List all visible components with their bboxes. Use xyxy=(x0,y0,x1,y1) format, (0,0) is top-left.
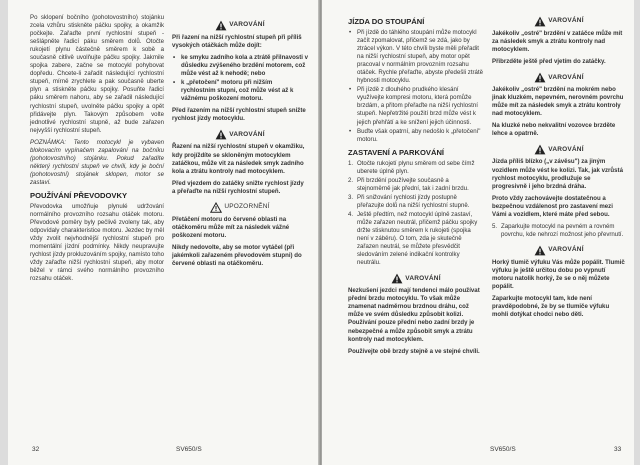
warning-label: VAROVÁNÍ xyxy=(405,274,441,282)
list-item: • Buďte však opatrní, aby nedošlo k „přetočení" motoru. xyxy=(349,127,481,143)
warning-header xyxy=(492,16,626,27)
caution-label: UPOZORNĚNÍ xyxy=(224,203,270,211)
warning-label: VAROVÁNÍ xyxy=(548,145,584,153)
warning-label: VAROVÁNÍ xyxy=(548,246,584,254)
left-page xyxy=(8,0,320,465)
sidestand-note: POZNÁMKA: Tento motocykl je vybaven blokovacím vypínačem zapalování na bočníku (pohotovostního) stojánku. Pokud zařadíte některý rychlostní stupeň ve chvíli, kdy je boční (pohotovostní) stojánek sklopen, motor se zastaví. xyxy=(30,138,164,186)
redline-caution-advice: Nikdy nedovolte, aby se motor vytáčel (při jakémkoli zařazeném převodovém stupni) do červené oblasti na otáčkoměru. xyxy=(172,243,302,267)
page-number-right: 33 xyxy=(614,446,622,453)
warning-header xyxy=(492,144,626,155)
caution-triangle-icon xyxy=(210,202,222,213)
warning-triangle-icon xyxy=(215,20,227,31)
redline-caution-text: Přetáčení motoru do červené oblasti na otáčkoměru může mít za následek vážné poškození motoru. xyxy=(172,215,290,239)
list-item: 5. Zaparkujte motocykl na pevném a rovném povrchu, kde nehrozí možnost jeho převrnutí. xyxy=(492,222,624,238)
wet-surface-warning-text: Jakékoliv „ostré" brzdění na mokrém nebo jinak kluzkém, nepevném, nerovném povrchu může mít za následek smyk a ztrátu kontroly nad motocyklem. xyxy=(492,86,624,118)
warning-label: VAROVÁNÍ xyxy=(548,17,584,25)
gearbox-paragraph: Převodovka umožňuje plynulé udržování normálního provozního rozsahu otáček motoru. Převodové poměry byly pečlivě zvoleny tak, aby odpovídaly charakteristice motoru. Jezdec by měl vždy zvolit nejvhodnější rychlostní stupeň pro momentální jízdní podmínky. Nikdy neupravujte rychlost jízdy prokluzováním spojky, namísto toho vždy zařaďte nižší rychlostní stupeň, aby motor běžel v rámci svého normálního provozního rozsahu otáček. xyxy=(30,202,164,283)
warning-triangle-icon xyxy=(391,273,403,284)
riding-intro-paragraph: Po sklopení bočního (pohotovostního) stojánku zcela vzhůru stiskněte páčku spojky, a okamžik počkejte. Zařaďte první rychlostní stupeň - sešlápněte řadicí páku směrem dolů. Otočte rukojetí plynu částečně směrem k sobě a současně citlivě uvolňujte páčku spojky. Jakmile spojka zabere, začne se motocykl pohybovat dopředu. Chcete-li zařadit následující rychlostní stupeň, mírně zrychlete a pak současně uberte plyn a stiskněte páčku spojky. Posuňte řadicí páku směrem nahoru, aby se zařadil následující rychlostní stupeň, uvolněte páčku spojky a opět přidávejte plyn. Takovým způsobem volte jednotlivé rychlostní stupně, až bude zařazen nejvyšší rychlostní stupeň. xyxy=(30,14,164,134)
right-page xyxy=(322,0,634,465)
list-item: 3. Při snižování rychlosti jízdy postupně přeřazujte dolů na nižší rychlostní stupně. xyxy=(348,193,470,209)
front-brake-warning-advice: Používejte obě brzdy stejně a ve stejné chvíli. xyxy=(348,347,480,355)
right-column-1 xyxy=(348,14,484,360)
hot-muffler-warning-advice: Zaparkujte motocykl tam, kde není pravděpodobné, že by se tlumiče výfuku mohli dotýkat chodci nebo děti. xyxy=(492,295,610,319)
list-item: • Při jízdě z dlouhého prudkého klesání využívejte kompresi motoru, která pomůže brzdám, a přitom přeřaďte na nižší rychlostní stupeň. Nepřetržité použití brzd může vést k jejich přehřátí a ke snížení jejich účinnosti. xyxy=(349,86,478,126)
uphill-heading: JÍZDA DO STOUPÁNÍ xyxy=(348,17,425,26)
gearbox-heading: POUŽÍVÁNÍ PŘEVODOVKY xyxy=(30,190,128,200)
curve-braking-warning-text: Jakékoliv „ostré" brzdění v zatáčce může mít za následek smyk a ztrátu kontroly nad motocyklem. xyxy=(492,30,623,54)
following-distance-warning-advice: Proto vždy zachovávejte dostatečnou a bezpečnou vzdálenost pro zastavení mezi Vámi a vozidlem, které máte před sebou. xyxy=(492,194,613,218)
warning-triangle-icon xyxy=(534,245,546,256)
cornering-warning-text: Řazení na nižší rychlostní stupeň v okamžiku, kdy projíždíte se skloněným motocyklem zatáčkou, může vit za následek smyk zadního kola a ztrátu kontroly nad motocyklem. xyxy=(172,143,305,175)
downshift-warning-outro: Před řazením na nižší rychlostní stupeň snižte rychlost jízdy motocyklu. xyxy=(172,107,306,123)
front-brake-warning-text: Nezkušení jezdci mají tendenci málo používat přední brzdu motocyklu. To však může znamenat nadměrnou brzdnou dráhu, což může ve svém důsledku způsobit kolizi. Používání pouze přední nebo zadní brzdy je nebezpečné a může způsobit smyk a ztrátu kontroly nad motocyklem. xyxy=(348,287,480,343)
curve-braking-warning-advice: Přibrzděte ještě před vjetím do zatáčky. xyxy=(492,58,606,66)
model-label-left: SV650/S xyxy=(176,446,202,453)
warning-label: VAROVÁNÍ xyxy=(229,21,265,29)
list-item: • ke smyku zadního kola a ztrátě přilnavosti v důsledku zvýšeného brzdění motorem, což může vést až k nehodě; nebo xyxy=(173,54,308,78)
warning-header xyxy=(492,72,626,83)
page-number-left: 32 xyxy=(32,446,40,453)
uphill-list xyxy=(348,29,484,144)
warning-triangle-icon xyxy=(215,129,227,140)
warning-triangle-icon xyxy=(534,16,546,27)
left-column-1 xyxy=(30,14,164,287)
model-label-right: SV650/S xyxy=(490,446,516,453)
wet-surface-warning-advice: Na kluzké nebo nekvalitní vozovce brzděte lehce a opatrně. xyxy=(492,122,616,138)
warning-triangle-icon xyxy=(534,72,546,83)
downshift-warning-intro: Při řazení na nižší rychlostní stupeň při příliš vysokých otáčkách může dojít: xyxy=(172,34,302,50)
cornering-warning-advice: Před vjezdem do zatáčky snižte rychlost jízdy a přeřaďte na nižší rychlostní stupeň. xyxy=(172,179,304,195)
left-column-2 xyxy=(172,14,308,272)
list-item: • Při jízdě do táhlého stoupání může motocykl začít zpomalovat, přičemž se zdá, jako by ztrácel výkon. V této chvíli byste měli přeřadit na nižší rychlostní stupeň, aby motor opět pracoval v normálním provozním rozsahu otáček. Rychle přeřaďte, abyste předešli ztrátě hybnosti motocyklu. xyxy=(349,29,484,85)
warning-header xyxy=(172,20,308,31)
list-item: 2. Při brzdění používejte současně a stejnoměrně jak přední, tak i zadní brzdu. xyxy=(348,176,469,192)
stopping-steps xyxy=(348,160,484,268)
warning-label: VAROVÁNÍ xyxy=(548,73,584,81)
following-distance-warning-text: Jízda příliš blízko („v závěsu") za jiným vozidlem může vést ke kolizi. Tak, jak vzrůstá rychlost motocyklu, prodlužuje se progresivně i jeho brzdná dráha. xyxy=(492,158,623,190)
list-item: 4. Ještě předtím, než motocykl úplně zastaví, může zařazen neutrál, přičemž páčku spojky držte stisknutou směrem k rukojeti (spojka není v záběru). O tom, zda je skutečně zařazen neutrál, se můžete přesvědčit sledováním zelené indikační kontrolky neutrálu. xyxy=(348,210,478,267)
warning-triangle-icon xyxy=(534,144,546,155)
list-item: 1. Otočte rukojetí plynu směrem od sebe čímž uberete úplně plyn. xyxy=(348,159,475,175)
hot-muffler-warning-text: Horký tlumič výfuku Vás může popálit. Tlumič výfuku je ještě určitou dobu po vypnutí motoru natolik horký, že se o něj můžete popálit. xyxy=(492,258,625,291)
right-column-2 xyxy=(492,14,626,323)
parking-step xyxy=(492,223,626,239)
warning-header xyxy=(172,129,308,140)
warning-label: VAROVÁNÍ xyxy=(229,130,265,138)
stopping-heading: ZASTAVENÍ A PARKOVÁNÍ xyxy=(348,147,445,157)
list-item: • k „přetočení" motoru při nižším rychlostním stupni, což může vést až k vážnému poškození motoru. xyxy=(173,79,294,103)
caution-header xyxy=(172,202,308,213)
warning-header xyxy=(348,273,484,284)
warning-header xyxy=(492,245,626,256)
downshift-warning-list xyxy=(172,54,308,103)
